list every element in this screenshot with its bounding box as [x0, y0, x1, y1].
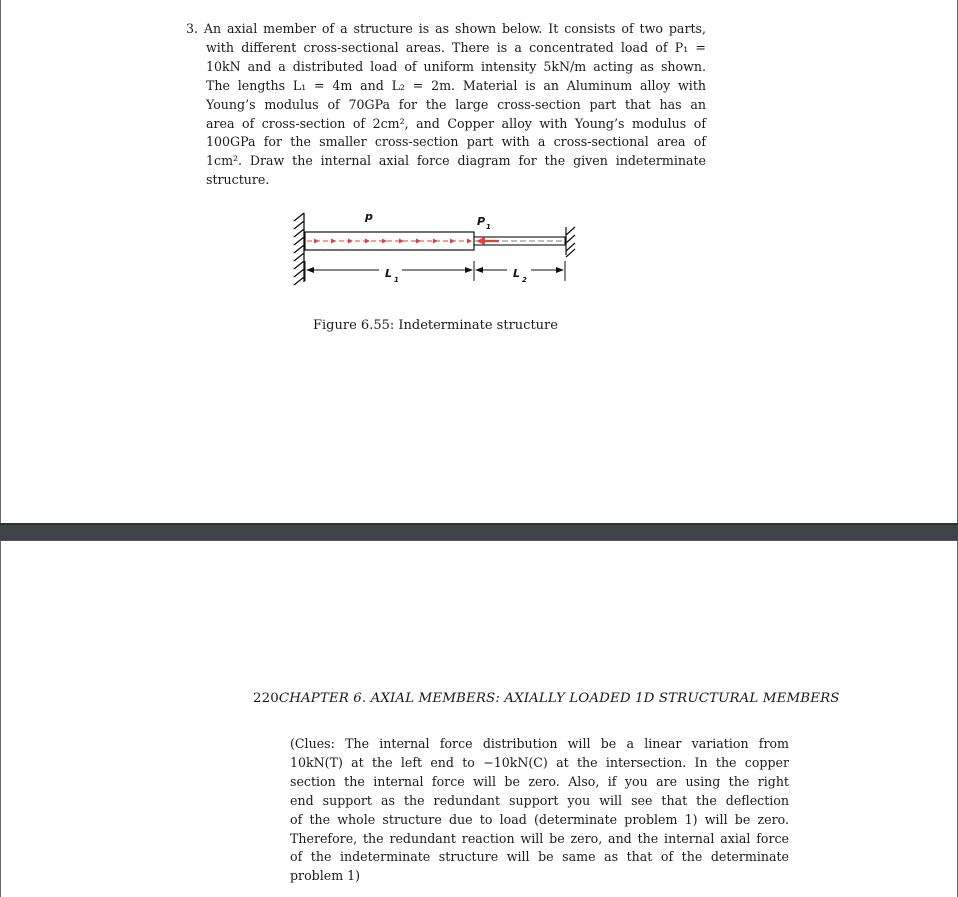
running-header	[253, 691, 840, 706]
label-l1-sub: 1	[394, 276, 399, 284]
problem-line: 1cm². Draw the internal axial force diagram for the given indeterminate	[206, 153, 706, 169]
label-l1: L	[385, 267, 393, 280]
problem-line: with different cross-sectional areas. There is a concentrated load of P₁ =	[206, 39, 706, 55]
right-wall-support	[566, 227, 575, 257]
clues-line: section the internal force will be zero. Also, if you are using the right	[290, 773, 789, 789]
problem-line: 3. An axial member of a structure is as shown below. It consists of two parts,	[186, 21, 706, 36]
label-l2-sub: 2	[522, 276, 527, 284]
clues-line: 10kN(T) at the left end to −10kN(C) at the intersection. In the copper	[290, 754, 789, 770]
label-p: p	[365, 210, 373, 223]
structure-figure	[285, 205, 585, 295]
clues-paragraph	[290, 735, 789, 886]
clues-line: (Clues: The internal force distribution will be a linear variation from	[290, 736, 789, 751]
problem-line: 10kN and a distributed load of uniform intensity 5kN/m acting as shown.	[206, 58, 706, 74]
page-number: 220	[253, 691, 279, 706]
left-wall-support	[294, 213, 304, 285]
label-p1: P	[477, 215, 486, 228]
clues-line: end support as the redundant support you will see that the deflection	[290, 792, 789, 808]
clues-line: of the indeterminate structure will be same as that of the determinate	[290, 849, 789, 865]
problem-line: Young’s modulus of 70GPa for the large cross-section part that has an	[206, 96, 706, 112]
label-p1-sub: 1	[486, 223, 491, 231]
problem-line: structure.	[206, 172, 270, 188]
clues-line: of the whole structure due to load (determinate problem 1) will be zero.	[290, 811, 789, 827]
chapter-title: CHAPTER 6. AXIAL MEMBERS: AXIALLY LOADED 1D STRUCTURAL MEMBERS	[278, 691, 840, 706]
problem-line: area of cross-section of 2cm², and Copper alloy with Young’s modulus of	[206, 115, 706, 131]
figure-caption: Figure 6.55: Indeterminate structure	[313, 318, 558, 333]
problem-statement	[186, 20, 706, 190]
label-l2: L	[513, 267, 521, 280]
problem-line: 100GPa for the smaller cross-section part with a cross-sectional area of	[206, 134, 706, 150]
problem-line: The lengths L₁ = 4m and L₂ = 2m. Material is an Aluminum alloy with	[206, 77, 706, 93]
clues-line: problem 1)	[290, 868, 361, 884]
clues-line: Therefore, the redundant reaction will be zero, and the internal axial force	[290, 830, 789, 846]
